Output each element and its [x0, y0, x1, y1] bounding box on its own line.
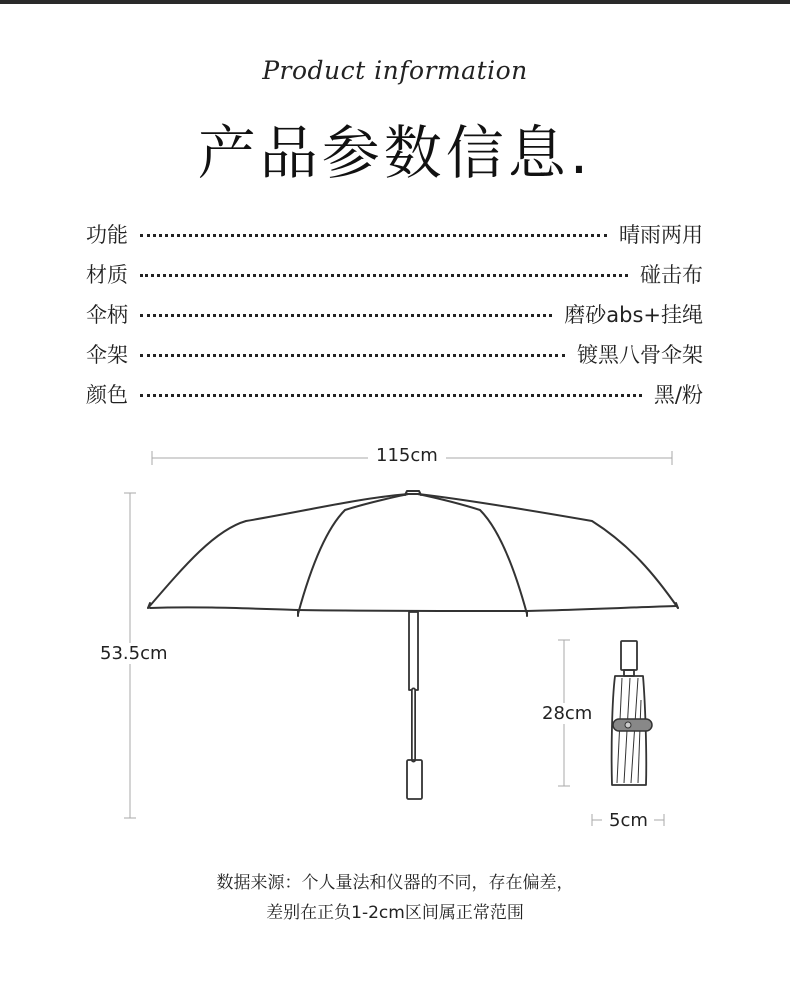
spec-value: 磨砂abs+挂绳	[564, 303, 703, 327]
height-open-label: 53.5cm	[100, 643, 168, 664]
open-umbrella-icon	[148, 491, 678, 799]
folded-length-label: 28cm	[542, 703, 593, 724]
spec-label: 材质	[86, 263, 128, 287]
spec-value: 碰击布	[640, 263, 703, 287]
folded-width-label: 5cm	[606, 810, 651, 831]
spec-label: 功能	[86, 223, 128, 247]
spec-value: 晴雨两用	[619, 223, 703, 247]
spec-label: 颜色	[86, 383, 128, 407]
page-title: 产品参数信息.	[197, 119, 593, 187]
spec-label: 伞柄	[86, 303, 128, 327]
footnote-line-1: 数据来源：个人量法和仪器的不同，存在偏差，	[216, 873, 574, 893]
spec-label: 伞架	[86, 343, 128, 367]
script-title: Product information	[262, 56, 528, 85]
footnote-line-2: 差别在正负1-2cm区间属正常范围	[266, 903, 524, 923]
spec-value: 黑/粉	[653, 383, 703, 407]
spec-value: 镀黑八骨伞架	[577, 343, 703, 367]
folded-umbrella-icon	[612, 641, 652, 785]
width-open-label: 115cm	[368, 445, 446, 466]
